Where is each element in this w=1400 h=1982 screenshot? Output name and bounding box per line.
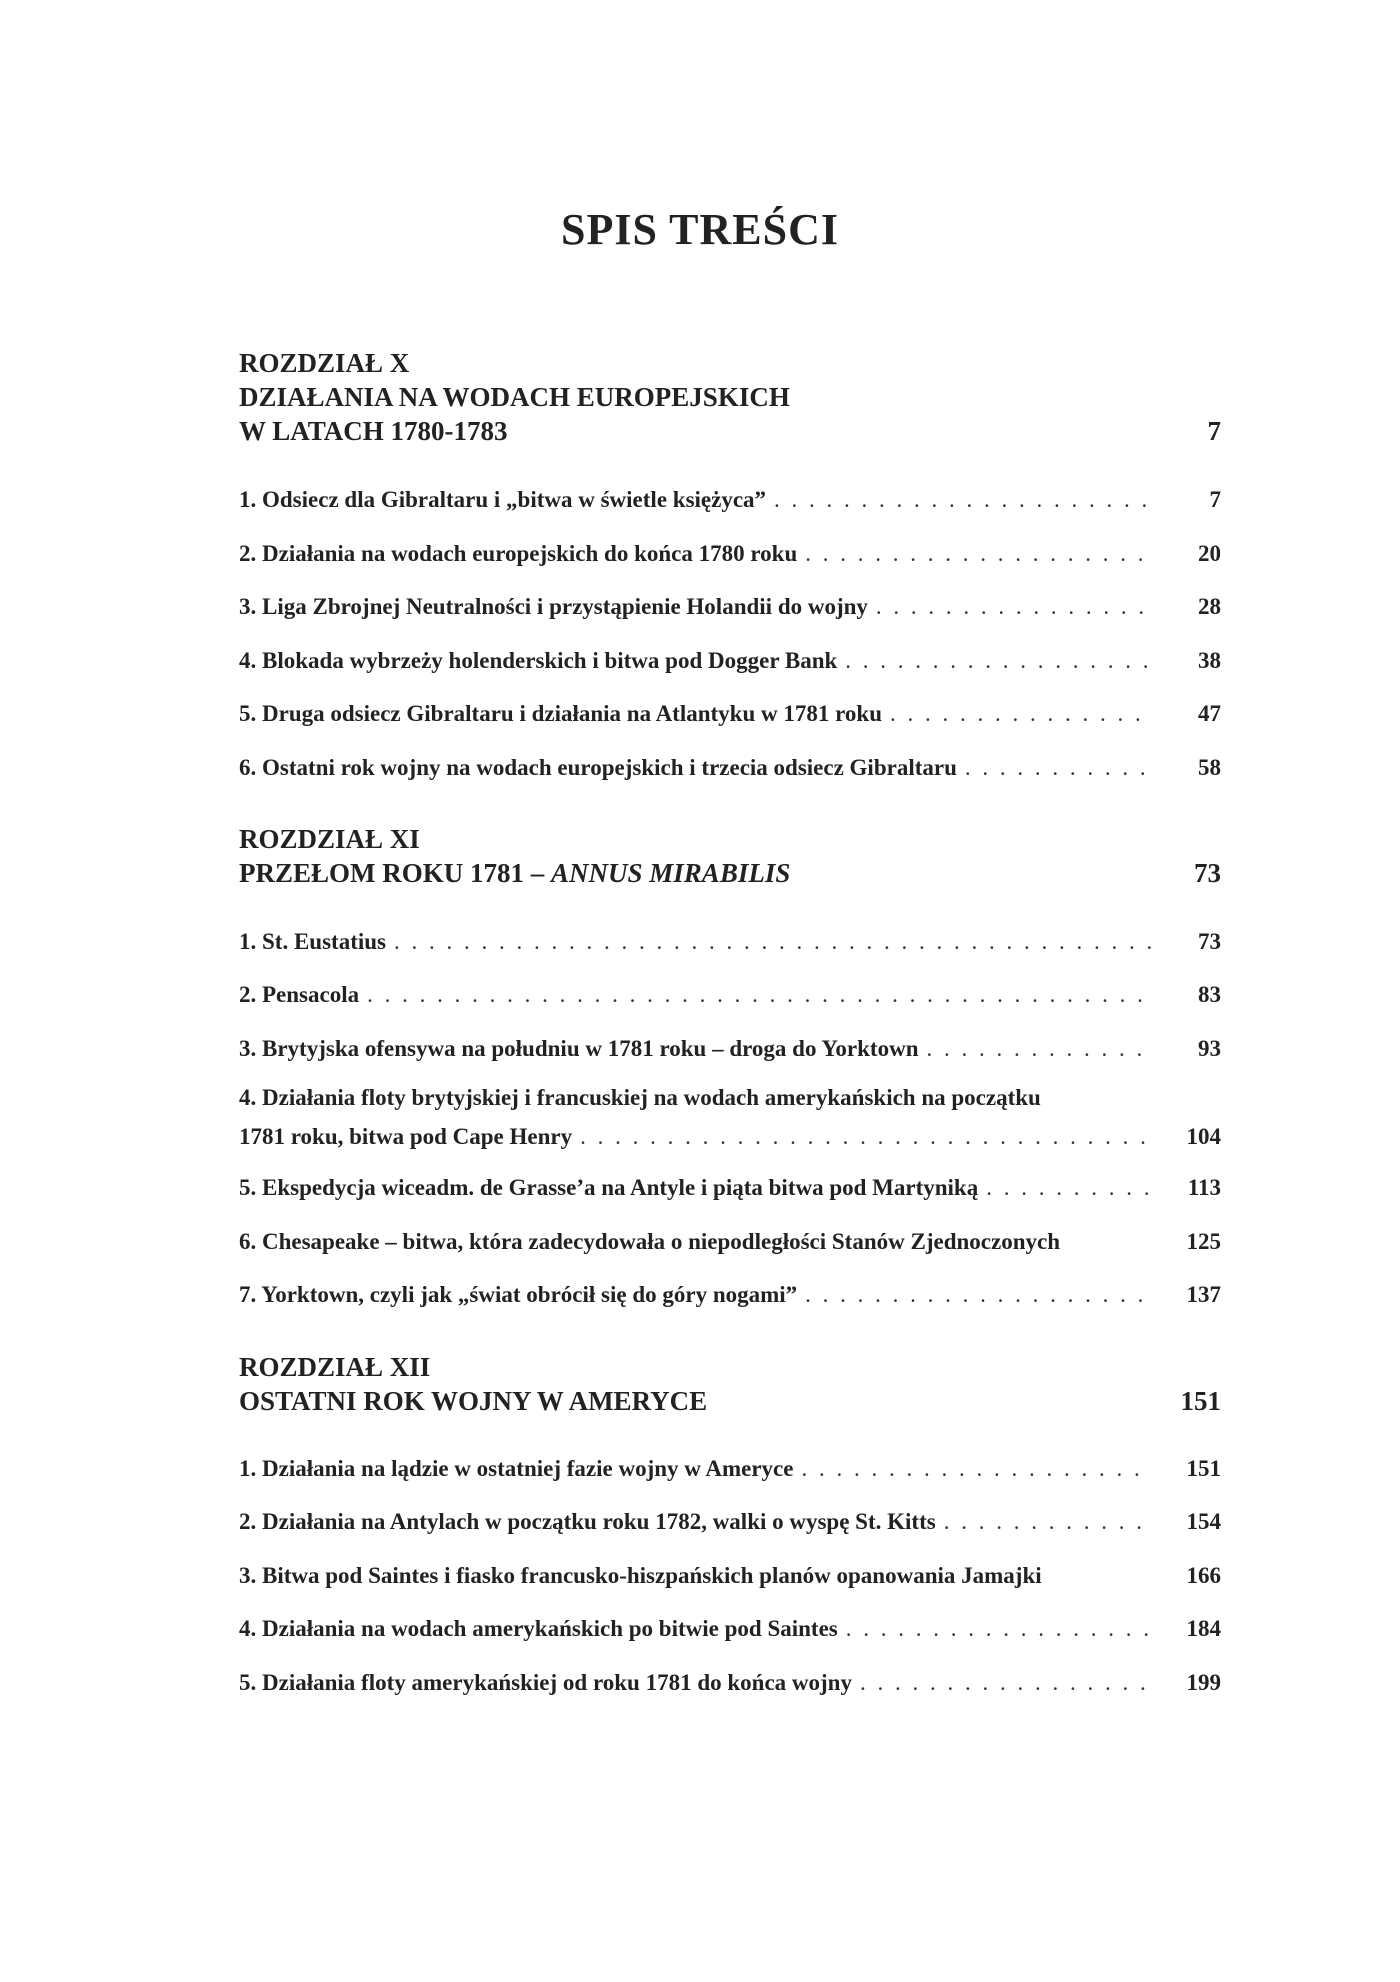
leader-dots: [580, 1117, 1151, 1156]
entry-title: 4. Działania na wodach amerykańskich po bitwie pod Saintes: [239, 1616, 838, 1641]
toc-entry[interactable]: [239, 1029, 1221, 1068]
leader-dots: [846, 1609, 1151, 1648]
entry-page-number: 137: [1186, 1282, 1221, 1307]
leader-dots: [805, 1275, 1151, 1314]
entry-page-number: 20: [1198, 541, 1221, 566]
toc-entry[interactable]: [239, 480, 1221, 519]
leader-dots: [805, 534, 1151, 573]
toc-entry[interactable]: [239, 587, 1221, 626]
leader-dots: [774, 480, 1151, 519]
entry-title: 5. Ekspedycja wiceadm. de Grasse’a na Antyle i piąta bitwa pod Martyniką: [239, 1175, 979, 1200]
chapter-page-number: 7: [1207, 416, 1221, 446]
entry-title: 3. Bitwa pod Saintes i fiasko francusko-hiszpańskich planów opanowania Jamajki: [239, 1563, 1042, 1588]
toc-entry[interactable]: [239, 534, 1221, 573]
toc-entry[interactable]: [239, 1449, 1221, 1488]
entry-title: 1781 roku, bitwa pod Cape Henry: [239, 1124, 573, 1149]
toc-entry[interactable]: [239, 1168, 1221, 1207]
leader-dots: [860, 1663, 1151, 1702]
entry-title: 2. Pensacola: [239, 982, 360, 1007]
toc-entry[interactable]: [239, 748, 1221, 787]
entry-title: 1. St. Eustatius: [239, 929, 386, 954]
leader-dots: [944, 1502, 1151, 1541]
entry-page-number: 28: [1198, 594, 1221, 619]
entry-page-number: 73: [1198, 929, 1221, 954]
toc-entry[interactable]: [239, 1078, 1221, 1156]
chapter-heading: [239, 346, 1221, 448]
entry-page-number: 104: [1186, 1124, 1221, 1149]
chapter-page-number: 73: [1194, 858, 1221, 888]
toc-entry[interactable]: [239, 1502, 1221, 1541]
entry-page-number: 151: [1186, 1456, 1221, 1481]
entry-page-number: 113: [1187, 1175, 1221, 1200]
entry-page-number: 83: [1198, 982, 1221, 1007]
entry-page-number: 38: [1198, 648, 1221, 673]
entry-page-number: 47: [1198, 701, 1221, 726]
chapter-number: ROZDZIAŁ X: [239, 348, 410, 378]
chapter-title-italic: ANNUS MIRABILIS: [551, 858, 791, 888]
page-title: SPIS TREŚCI: [561, 205, 839, 254]
entry-title: 1. Działania na lądzie w ostatniej fazie wojny w Ameryce: [239, 1456, 794, 1481]
chapter-title-line: DZIAŁANIA NA WODACH EUROPEJSKICH: [239, 382, 790, 412]
entry-title: 7. Yorktown, czyli jak „świat obrócił się do góry nogami”: [239, 1282, 798, 1307]
chapter-heading: [239, 1350, 1221, 1418]
toc-entry[interactable]: [239, 1609, 1221, 1648]
entry-title: 5. Działania floty amerykańskiej od roku 1781 do końca wojny: [239, 1670, 852, 1695]
entry-title-first-line: 4. Działania floty brytyjskiej i francuskiej na wodach amerykańskich na początku: [239, 1085, 1041, 1110]
chapter-number: ROZDZIAŁ XII: [239, 1352, 431, 1382]
entry-page-number: 154: [1186, 1509, 1221, 1534]
toc-entry[interactable]: [239, 641, 1221, 680]
chapter-title-line: PRZEŁOM ROKU 1781 –: [239, 858, 552, 888]
toc-entry[interactable]: [239, 1222, 1221, 1261]
entry-title: 5. Druga odsiecz Gibraltaru i działania na Atlantyku w 1781 roku: [239, 701, 883, 726]
entry-title: 2. Działania na wodach europejskich do końca 1780 roku: [239, 541, 798, 566]
entry-page-number: 166: [1186, 1563, 1221, 1588]
toc-entry[interactable]: [239, 1663, 1221, 1702]
leader-dots: [927, 1029, 1152, 1068]
entry-page-number: 93: [1198, 1036, 1221, 1061]
toc-entry[interactable]: [239, 922, 1221, 961]
entry-page-number: 58: [1198, 755, 1221, 780]
toc-entry[interactable]: [239, 1556, 1221, 1595]
leader-dots: [890, 694, 1151, 733]
leader-dots: [845, 641, 1151, 680]
entry-title: 2. Działania na Antylach w początku roku 1782, walki o wyspę St. Kitts: [239, 1509, 936, 1534]
leader-dots: [801, 1449, 1151, 1488]
leader-dots: [965, 748, 1151, 787]
chapter-title-line: OSTATNI ROK WOJNY W AMERYCE: [239, 1386, 708, 1416]
chapter-title-line: W LATACH 1780-1783: [239, 416, 508, 446]
entry-page-number: 184: [1186, 1616, 1221, 1641]
entry-title: 4. Blokada wybrzeży holenderskich i bitwa pod Dogger Bank: [239, 648, 838, 673]
entry-page-number: 199: [1186, 1670, 1221, 1695]
toc-entry[interactable]: [239, 694, 1221, 733]
leader-dots: [367, 975, 1151, 1014]
entry-title: 3. Brytyjska ofensywa na południu w 1781 roku – droga do Yorktown: [239, 1036, 919, 1061]
leader-dots: [394, 922, 1151, 961]
entry-title: 6. Ostatni rok wojny na wodach europejskich i trzecia odsiecz Gibraltaru: [239, 755, 957, 780]
chapter-heading: [239, 822, 1221, 890]
entry-title: 1. Odsiecz dla Gibraltaru i „bitwa w świetle księżyca”: [239, 487, 767, 512]
entry-page-number: 7: [1209, 487, 1221, 512]
chapter-number: ROZDZIAŁ XI: [239, 824, 420, 854]
toc-entry[interactable]: [239, 975, 1221, 1014]
chapter-page-number: 151: [1180, 1386, 1221, 1416]
leader-dots: [876, 587, 1151, 626]
toc-entry[interactable]: [239, 1275, 1221, 1314]
entry-title: 6. Chesapeake – bitwa, która zadecydowała o niepodległości Stanów Zjednoczonych: [239, 1229, 1060, 1254]
entry-title: 3. Liga Zbrojnej Neutralności i przystąpienie Holandii do wojny: [239, 594, 868, 619]
leader-dots: [986, 1168, 1151, 1207]
entry-page-number: 125: [1186, 1229, 1221, 1254]
